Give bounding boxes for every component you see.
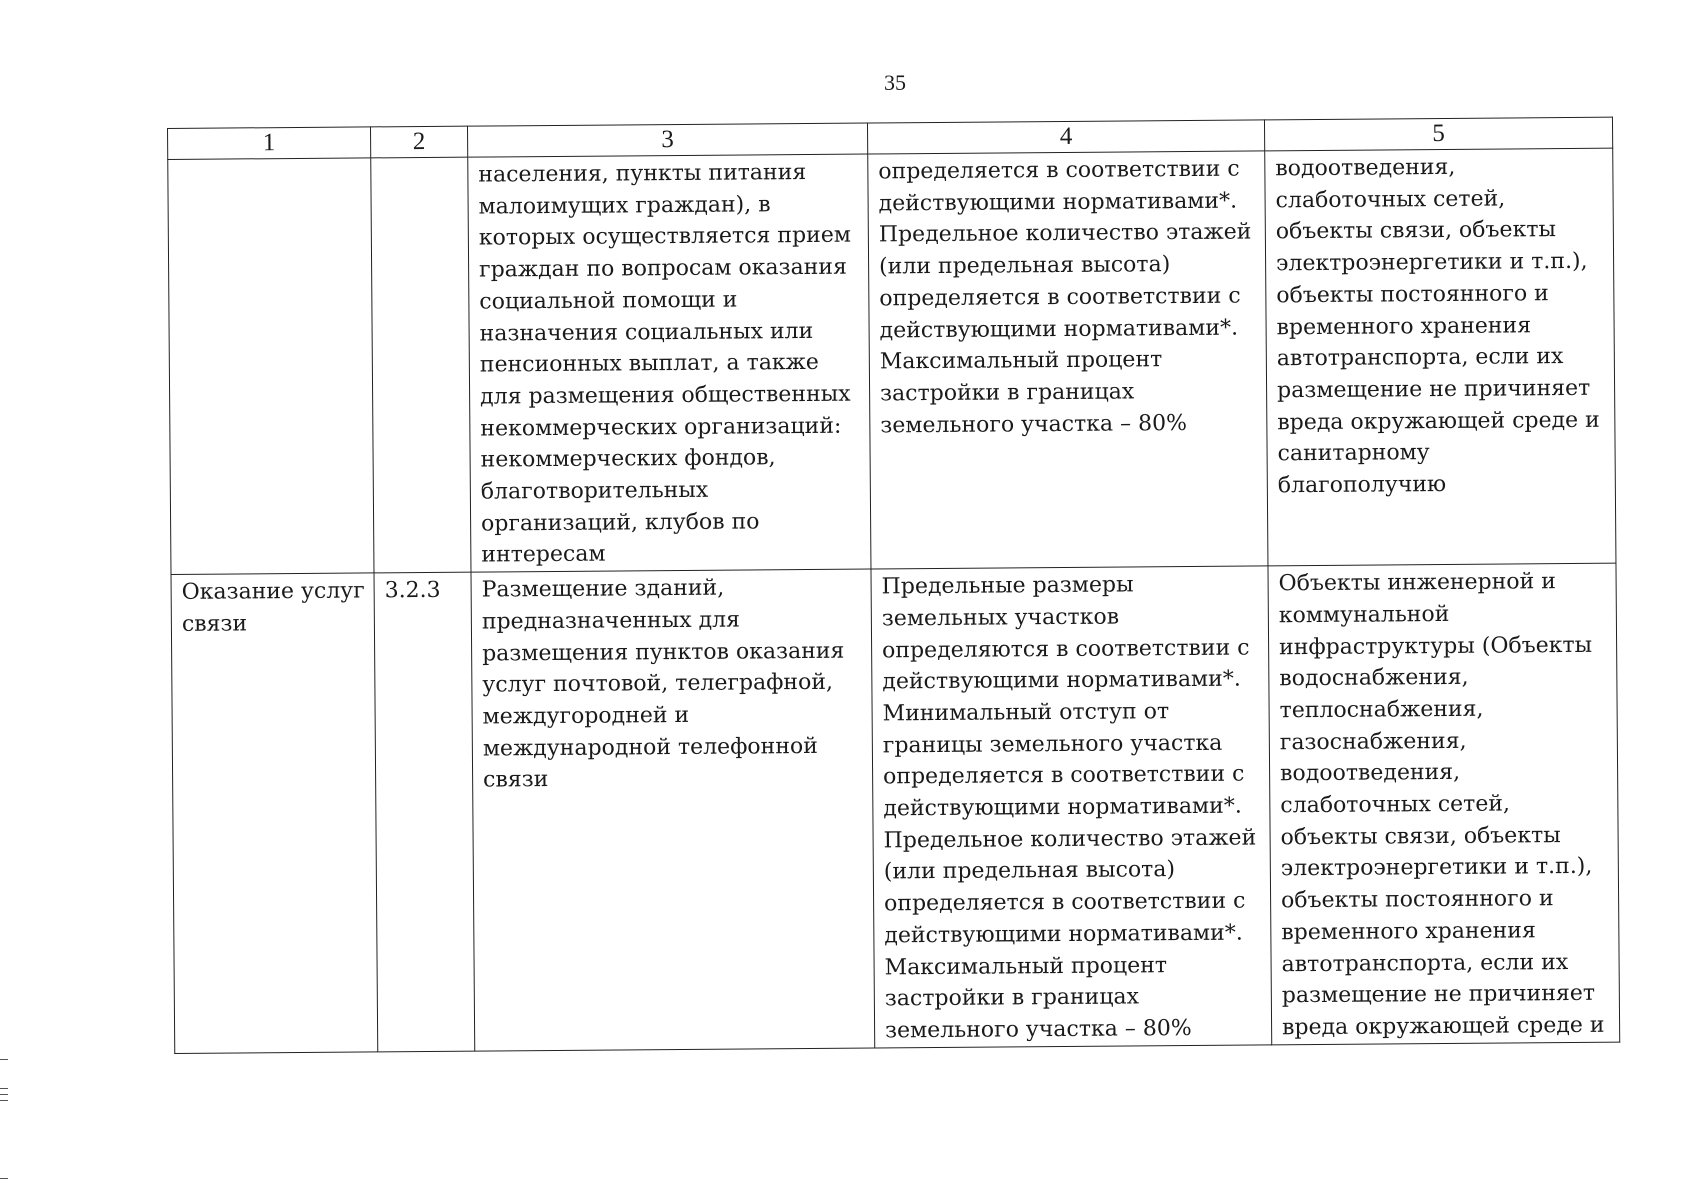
cell-use-description: населения, пункты питания малоимущих граждан), в которых осуществляется прием граждан по вопросам оказания социальной помощи и назначения социальных или пенсионных выплат, а также для размещения общественных некоммерческих организаций: некоммерческих фондов, благотворительных организаций, клубов по интересам: [468, 154, 871, 572]
cell-use-name: [168, 158, 374, 575]
table-row-communication-services: [171, 563, 1620, 1053]
page-number: 35: [884, 70, 906, 95]
column-header-5: 5: [1264, 117, 1612, 151]
cell-use-auxiliary: Объекты инженерной и коммунальной инфраструктуры (Объекты водоснабжения, теплоснабжения, газоснабжения, водоотведения, слаботочных сетей, объекты связи, объекты электроэнергетики и т.п.), объекты постоянного и временного хранения автотранспорта, если их размещение не причиняет вреда окружающей среде и: [1268, 563, 1620, 1044]
scan-margin-mark: [0, 1094, 8, 1095]
scan-margin-mark: [0, 1100, 8, 1101]
column-header-4: 4: [867, 120, 1264, 154]
cell-use-code: 3.2.3: [374, 572, 475, 1051]
cell-use-code: [371, 157, 471, 573]
table-row-continuation: [168, 148, 1616, 574]
column-header-2: 2: [370, 126, 467, 158]
scan-margin-mark: [0, 1059, 8, 1060]
cell-use-parameters: Предельные размеры земельных участков определяются в соответствии с действующими нормативами*. Минимальный отступ от границы земельного участка определяется в соответствии с действующими нормативами*. Предельное количество этажей (или предельная высота) определяется в соответствии с действующими нормативами*. Максимальный процент застройки в границах земельного участка – 80%: [871, 566, 1272, 1048]
column-header-3: 3: [467, 123, 867, 157]
land-use-table: [167, 117, 1620, 1054]
scan-margin-mark: [0, 1178, 8, 1179]
scan-margin-mark: [0, 1088, 8, 1089]
cell-use-auxiliary: водоотведения, слаботочных сетей, объекты связи, объекты электроэнергетики и т.п.), объекты постоянного и временного хранения автотранспорта, если их размещение не причиняет вреда окружающей среде и санитарному благополучию: [1265, 148, 1616, 566]
cell-use-name: Оказание услуг связи: [171, 573, 378, 1053]
cell-use-description: Размещение зданий, предназначенных для размещения пунктов оказания услуг почтовой, телеграфной, междугородней и международной телефонной связи: [471, 569, 875, 1051]
column-header-1: 1: [168, 127, 371, 160]
cell-use-parameters: определяется в соответствии с действующими нормативами*. Предельное количество этажей (или предельная высота) определяется в соответствии с действующими нормативами*. Максимальный процент застройки в границах земельного участка – 80%: [868, 151, 1268, 569]
